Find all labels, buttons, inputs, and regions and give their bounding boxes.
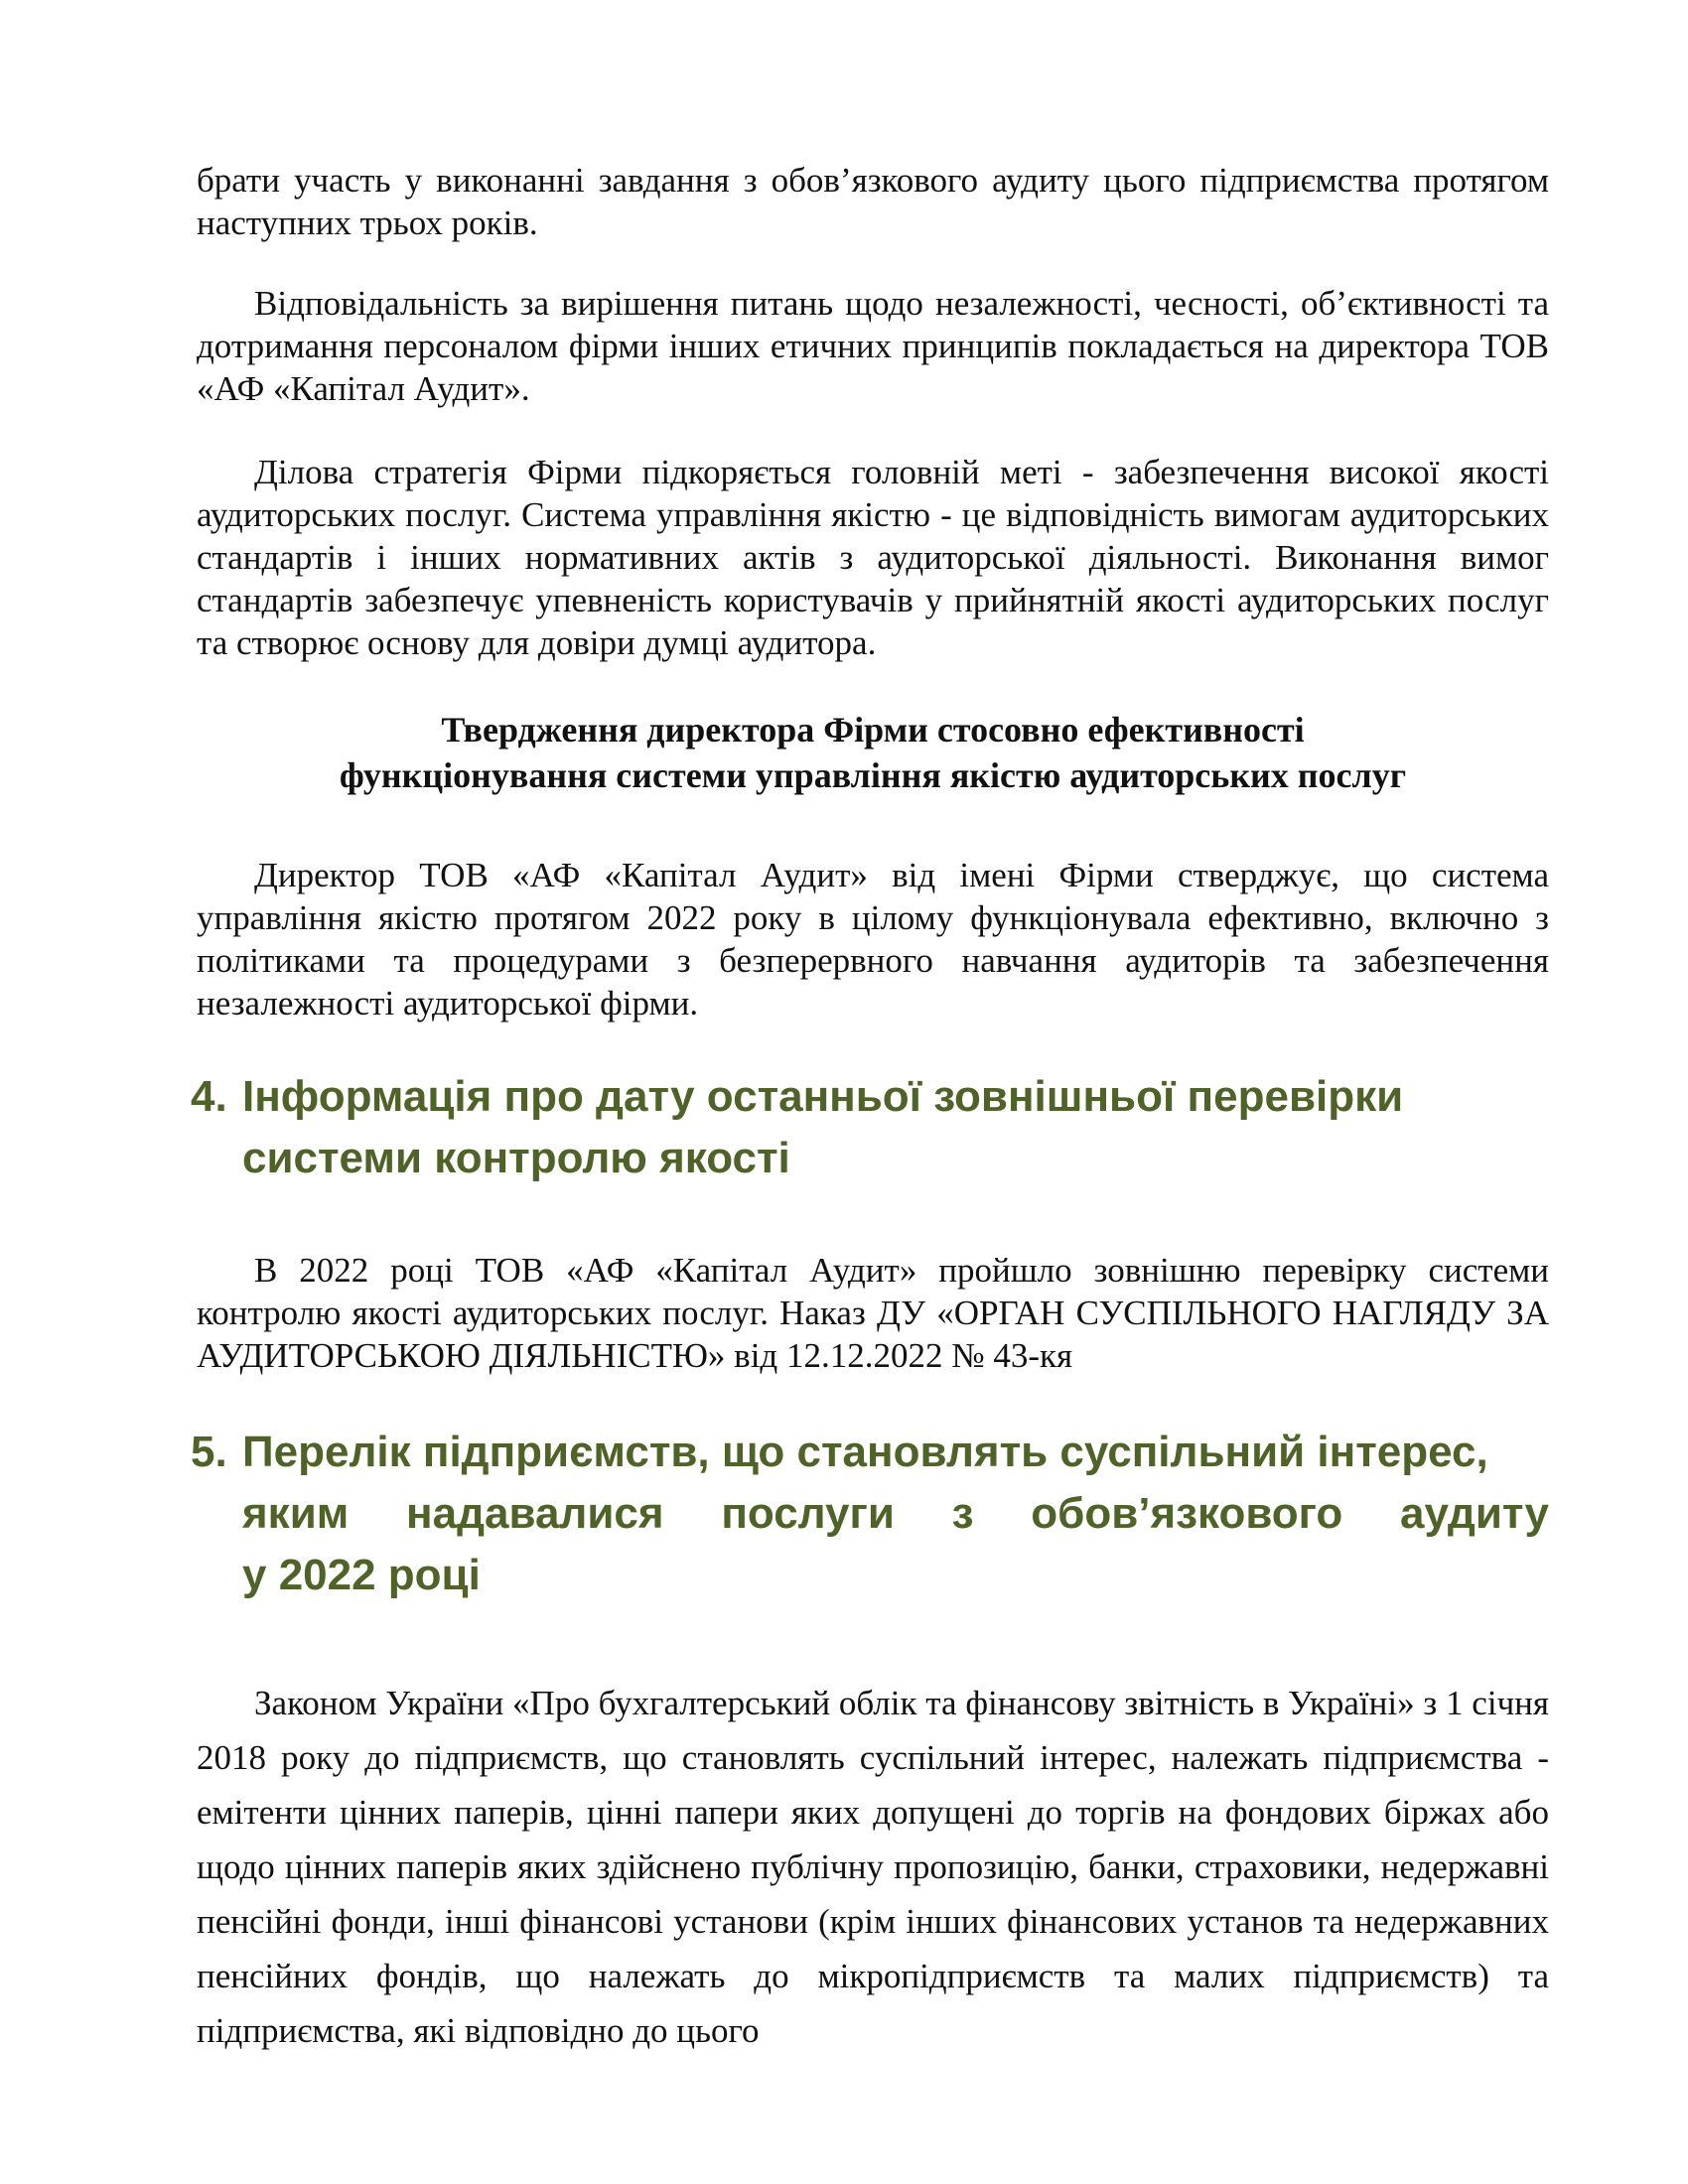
paragraph-business-strategy: Ділова стратегія Фірми підкоряється головній меті - забезпечення високої якості аудиторських послуг. Система управління якістю - це відповідність вимогам аудиторських стандартів і інших нормативних актів з аудиторської діяльності. Виконання вимог стандартів забезпечує упевненість користувачів у прийнятній якості аудиторських послуг та створює основу для довіри думці аудитора. bbox=[197, 453, 1549, 662]
section-5-heading-line1: Перелік підприємств, що становлять суспільний інтерес, bbox=[242, 1428, 1488, 1476]
director-statement-heading bbox=[197, 707, 1549, 798]
section-4-number: 4. bbox=[191, 1072, 227, 1121]
paragraph-public-interest-entities: Законом України «Про бухгалтерський облік та фінансову звітність в Україні» з 1 січня 2018 року до підприємств, що становлять суспільний інтерес, належать підприємства - емітенти цінних паперів, цінні папери яких допущені до торгів на фондових біржах або щодо цінних паперів яких здійснено публічну пропозицію, банки, страховики, недержавні пенсійні фонди, інші фінансові установи (крім інших фінансових установ та недержавних пенсійних фондів, що належать до мікропідприємств та малих підприємств) та підприємства, які відповідно до цього bbox=[197, 1684, 1549, 2050]
section-4-heading-line2: системи контролю якості bbox=[242, 1134, 790, 1182]
director-statement-heading-line1: Твердження директора Фірми стосовно ефективності bbox=[441, 710, 1305, 750]
director-statement-heading-line2: функціонування системи управління якістю аудиторських послуг bbox=[339, 755, 1407, 795]
section-4-heading-line1: Інформація про дату останньої зовнішньої перевірки bbox=[242, 1072, 1404, 1121]
section-5-heading-line2: яким надавалися послуги з обов’язкового аудиту bbox=[242, 1489, 1549, 1538]
section-4-heading bbox=[191, 1066, 1549, 1189]
paragraph-external-review: В 2022 році ТОВ «АФ «Капітал Аудит» пройшло зовнішню перевірку системи контролю якості аудиторських послуг. Наказ ДУ «ОРГАН СУСПІЛЬНОГО НАГЛЯДУ ЗА АУДИТОРСЬКОЮ ДІЯЛЬНІСТЮ» від 12.12.2022 № 43-кя bbox=[197, 1251, 1549, 1375]
section-5-number: 5. bbox=[191, 1428, 227, 1476]
paragraph-independence-responsibility: Відповідальність за вирішення питань щодо незалежності, чесності, об’єктивності та дотримання персоналом фірми інших етичних принципів покладається на директора ТОВ «АФ «Капітал Аудит». bbox=[197, 284, 1549, 408]
paragraph-continuation: брати участь у виконанні завдання з обов’язкового аудиту цього підприємства протягом наступних трьох років. bbox=[197, 161, 1549, 242]
paragraph-director-statement: Директор ТОВ «АФ «Капітал Аудит» від імені Фірми стверджує, що система управління якістю протягом 2022 року в цілому функціонувала ефективно, включно з політиками та процедурами з безперервного навчання аудиторів та забезпечення незалежності аудиторської фірми. bbox=[197, 856, 1549, 1023]
section-5-heading-line3: у 2022 році bbox=[242, 1551, 481, 1599]
section-5-heading bbox=[191, 1422, 1549, 1606]
